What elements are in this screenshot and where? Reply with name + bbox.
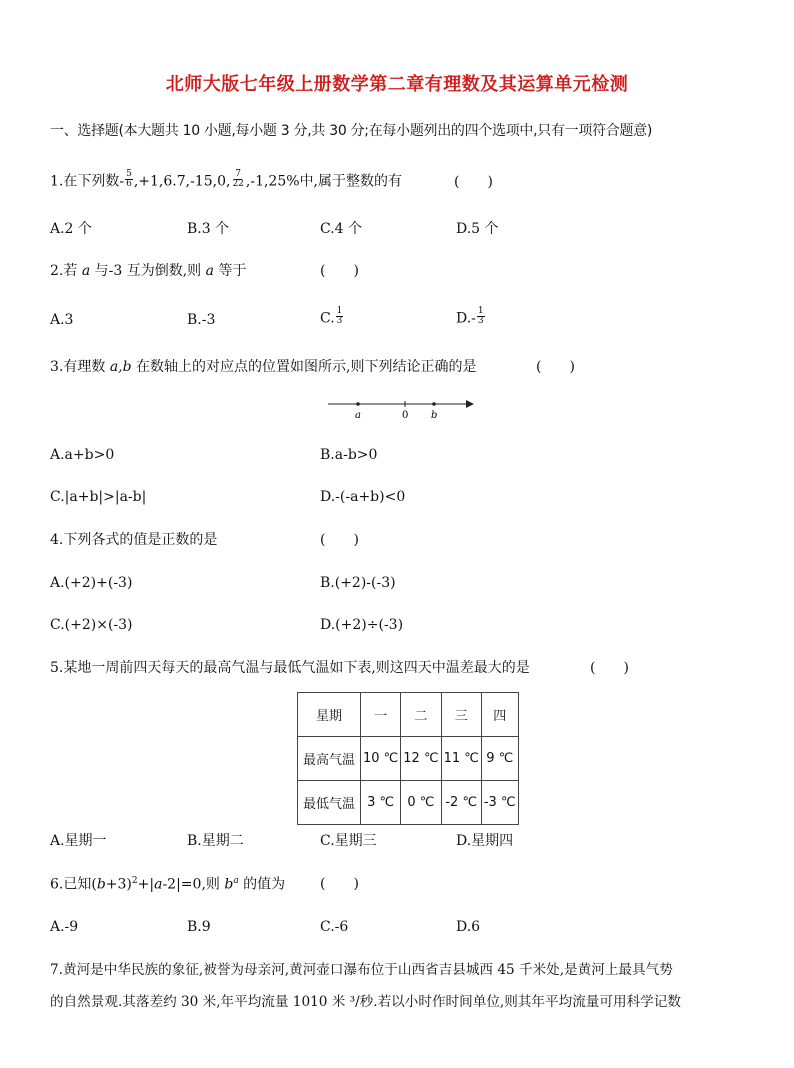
option-a: A.3 bbox=[50, 312, 74, 328]
option-d: D.5 个 bbox=[456, 221, 499, 237]
option-d: D.(+2)÷(-3) bbox=[320, 617, 404, 633]
option-a: A.(+2)+(-3) bbox=[50, 575, 133, 591]
table-row bbox=[298, 781, 519, 825]
question-5: 5.某地一周前四天每天的最高气温与最低气温如下表,则这四天中温差最大的是 bbox=[50, 660, 530, 676]
table-cell: 二 bbox=[401, 693, 441, 737]
question-7-line-2: 的自然景观.其落差约 30 米,年平均流量 1010 米 ³/秒.若以小时作时间单位,则其年平均流量可用科学记数 bbox=[50, 994, 681, 1010]
question-4: 4.下列各式的值是正数的是 bbox=[50, 532, 218, 548]
option-c: C. $\frac{1}{3}$ bbox=[320, 306, 343, 327]
option-d: D.- $\frac{1}{3}$ bbox=[456, 306, 484, 327]
answer-paren: ( ) bbox=[320, 876, 359, 892]
page-title: 北师大版七年级上册数学第二章有理数及其运算单元检测 bbox=[165, 74, 629, 95]
point-a bbox=[356, 402, 360, 406]
option-c: C.4 个 bbox=[320, 221, 363, 237]
option-a: A.2 个 bbox=[50, 221, 92, 237]
option-d: D.星期四 bbox=[456, 833, 514, 849]
table-cell: 最低气温 bbox=[298, 781, 361, 825]
question-7-line-1: 7.黄河是中华民族的象征,被誉为母亲河,黄河壶口瀑布位于山西省吉县城西 45 千米处,是黄河上最具气势 bbox=[50, 962, 673, 978]
table-cell: 10 ℃ bbox=[361, 737, 401, 781]
table-cell: 最高气温 bbox=[298, 737, 361, 781]
table-cell: 一 bbox=[361, 693, 401, 737]
option-b: B.-3 bbox=[187, 312, 216, 328]
option-b: B.a-b>0 bbox=[320, 447, 378, 463]
option-d: D.6 bbox=[456, 919, 481, 935]
option-a: A.星期一 bbox=[50, 833, 107, 849]
arrow-head-icon bbox=[466, 400, 474, 408]
option-a: A.a+b>0 bbox=[50, 447, 115, 463]
option-b: B.星期二 bbox=[187, 833, 244, 849]
option-d: D.-(-a+b)<0 bbox=[320, 489, 406, 505]
table-cell: 星期 bbox=[298, 693, 361, 737]
temperature-table bbox=[297, 692, 519, 825]
option-b: B.3 个 bbox=[187, 221, 230, 237]
table-cell: 三 bbox=[441, 693, 481, 737]
label-a: a bbox=[355, 410, 361, 421]
answer-paren: ( ) bbox=[454, 174, 493, 190]
question-2: 2.若 a 与-3 互为倒数,则 a 等于 bbox=[50, 263, 247, 279]
table-cell: -2 ℃ bbox=[441, 781, 481, 825]
fraction: $\frac{7}{22}$ bbox=[232, 169, 244, 189]
option-c: C.-6 bbox=[320, 919, 349, 935]
answer-paren: ( ) bbox=[590, 660, 629, 676]
table-cell: 11 ℃ bbox=[441, 737, 481, 781]
option-c: C.星期三 bbox=[320, 833, 377, 849]
number-line bbox=[320, 394, 480, 424]
option-b: B.(+2)-(-3) bbox=[320, 575, 396, 591]
option-a: A.-9 bbox=[50, 919, 79, 935]
label-zero: 0 bbox=[402, 410, 409, 421]
table-cell: 0 ℃ bbox=[401, 781, 441, 825]
table-cell: 12 ℃ bbox=[401, 737, 441, 781]
answer-paren: ( ) bbox=[320, 532, 359, 548]
fraction: $\frac{5}{6}$ bbox=[126, 169, 132, 189]
answer-paren: ( ) bbox=[320, 263, 359, 279]
question-3: 3.有理数 a,b 在数轴上的对应点的位置如图所示,则下列结论正确的是 bbox=[50, 359, 477, 375]
section-heading: 一、选择题(本大题共 10 小题,每小题 3 分,共 30 分;在每小题列出的四个选项中,只有一项符合题意) bbox=[50, 123, 653, 139]
table-header-row bbox=[298, 693, 519, 737]
option-c: C.|a+b|>|a-b| bbox=[50, 489, 147, 505]
option-c: C.(+2)×(-3) bbox=[50, 617, 133, 633]
table-row bbox=[298, 737, 519, 781]
table-cell: 9 ℃ bbox=[481, 737, 518, 781]
question-1: 1.在下列数- $\frac{5}{6}$ ,+1,6.7,-15,0, $\frac{7}{22}$ ,-1,25%中,属于整数的有 bbox=[50, 169, 402, 190]
answer-paren: ( ) bbox=[536, 359, 575, 375]
point-b bbox=[432, 402, 436, 406]
question-6: 6.已知$(b+3)^2+|a-2|=0$,则 $b^a$ 的值为 bbox=[50, 876, 286, 893]
option-b: B.9 bbox=[187, 919, 211, 935]
table-cell: -3 ℃ bbox=[481, 781, 518, 825]
label-b: b bbox=[431, 410, 438, 421]
table-cell: 四 bbox=[481, 693, 518, 737]
table-cell: 3 ℃ bbox=[361, 781, 401, 825]
